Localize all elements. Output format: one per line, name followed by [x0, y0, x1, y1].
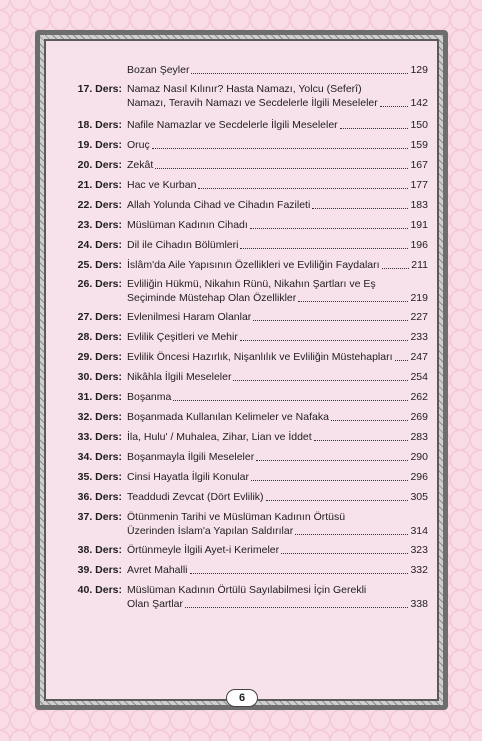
lesson-number: 25. Ders: — [77, 259, 122, 271]
lesson-title: Avret Mahalli — [127, 564, 188, 576]
toc-entry — [58, 450, 428, 464]
toc-entry — [58, 178, 428, 192]
dot-leader — [198, 187, 408, 189]
lesson-number: 28. Ders: — [77, 331, 122, 343]
lesson-title: Zekât — [127, 159, 154, 171]
toc-entry — [58, 370, 428, 384]
lesson-title: Cinsi Hayatla İlgili Konular — [127, 471, 249, 483]
page-number: 6 — [226, 689, 258, 707]
lesson-title: Olan Şartlar — [127, 598, 184, 610]
page-ref: 227 — [410, 311, 428, 323]
dot-leader — [240, 339, 409, 341]
dot-leader — [191, 72, 408, 74]
toc-entry — [58, 510, 428, 538]
lesson-number: 20. Ders: — [77, 159, 122, 171]
lesson-title: Müslüman Kadının Örtülü Sayılabilmesi İçin Gerekli — [127, 584, 367, 596]
toc-entry — [58, 390, 428, 404]
lesson-title: Evliliğin Hükmü, Nikahın Rünü, Nikahın Şartları ve Eş — [127, 278, 376, 290]
lesson-number: 26. Ders: — [77, 278, 122, 290]
toc-entry — [58, 158, 428, 172]
page-ref: 283 — [410, 431, 428, 443]
lesson-number: 27. Ders: — [77, 311, 122, 323]
lesson-number: 19. Ders: — [77, 139, 122, 151]
lesson-title: Örtünmeyle İlgili Ayet-i Kerimeler — [127, 544, 280, 556]
lesson-title: Boşanma — [127, 391, 172, 403]
dot-leader — [266, 499, 409, 501]
toc-entry — [58, 277, 428, 305]
dot-leader — [281, 552, 408, 554]
page-ref: 290 — [410, 451, 428, 463]
toc-entry — [58, 138, 428, 152]
page-ref: 177 — [410, 179, 428, 191]
lesson-title: İla, Hulu' / Muhalea, Zihar, Lian ve İddet — [127, 431, 312, 443]
dot-leader — [240, 247, 408, 249]
page-ref: 191 — [410, 219, 428, 231]
toc-entry — [58, 490, 428, 504]
dot-leader — [253, 319, 408, 321]
toc-entry — [58, 470, 428, 484]
lesson-title: Evlilik Çeşitleri ve Mehir — [127, 331, 238, 343]
lesson-title: Boşanmayla İlgili Meseleler — [127, 451, 255, 463]
toc-entry — [58, 118, 428, 132]
lesson-title: Nafile Namazlar ve Secdelerle İlgili Meseleler — [127, 119, 338, 131]
dot-leader — [331, 419, 409, 421]
page-ref: 211 — [411, 259, 428, 271]
lesson-title: Ötünmenin Tarihi ve Müslüman Kadının Örtüsü — [127, 511, 346, 523]
dot-leader — [382, 267, 410, 269]
lesson-title: Teaddudi Zevcat (Dört Evlilik) — [127, 491, 264, 503]
lesson-number: 39. Ders: — [77, 564, 122, 576]
dot-leader — [190, 572, 409, 574]
dot-leader — [173, 399, 408, 401]
lesson-number: 36. Ders: — [77, 491, 122, 503]
lesson-title: Bozan Şeyler — [127, 64, 190, 76]
page-ref: 167 — [410, 159, 428, 171]
page-ref: 305 — [410, 491, 428, 503]
dot-leader — [298, 300, 408, 302]
page-ref: 142 — [410, 97, 428, 109]
page-ref: 196 — [410, 239, 428, 251]
page-ref: 262 — [410, 391, 428, 403]
lesson-number: 29. Ders: — [77, 351, 122, 363]
lesson-number: 23. Ders: — [77, 219, 122, 231]
lesson-title: Oruç — [127, 139, 150, 151]
lesson-number: 37. Ders: — [77, 511, 122, 523]
lesson-title: Namazı, Teravih Namazı ve Secdelerle İlgili Meseleler — [127, 97, 378, 109]
dot-leader — [233, 379, 408, 381]
page-ref: 332 — [410, 564, 428, 576]
toc-entry — [58, 410, 428, 424]
lesson-number: 31. Ders: — [77, 391, 122, 403]
page-ref: 314 — [410, 525, 428, 537]
dot-leader — [152, 147, 409, 149]
toc-entry — [58, 430, 428, 444]
toc-entry — [58, 218, 428, 232]
lesson-number — [58, 63, 127, 77]
lesson-number: 33. Ders: — [77, 431, 122, 443]
lesson-number: 40. Ders: — [77, 584, 122, 596]
lesson-number: 18. Ders: — [77, 119, 122, 131]
toc-entry — [58, 238, 428, 252]
toc-entry — [58, 198, 428, 212]
page-ref: 296 — [410, 471, 428, 483]
lesson-number: 22. Ders: — [77, 199, 122, 211]
lesson-title: Hac ve Kurban — [127, 179, 197, 191]
page-ref: 183 — [410, 199, 428, 211]
dot-leader — [185, 606, 408, 608]
page-ref: 150 — [410, 119, 428, 131]
lesson-number: 34. Ders: — [77, 451, 122, 463]
lesson-title: Müslüman Kadının Cihadı — [127, 219, 248, 231]
page-ref: 159 — [410, 139, 428, 151]
lesson-title: Nikâhla İlgili Meseleler — [127, 371, 232, 383]
toc-entry — [58, 310, 428, 324]
dot-leader — [251, 479, 408, 481]
lesson-title: Dil ile Cihadın Bölümleri — [127, 239, 239, 251]
lesson-number: 17. Ders: — [77, 83, 122, 95]
dot-leader — [314, 439, 409, 441]
lesson-title: İslâm'da Aile Yapısının Özellikleri ve Evliliğin Faydaları — [127, 259, 380, 271]
dot-leader — [250, 227, 409, 229]
page-ref: 254 — [410, 371, 428, 383]
page-ref: 269 — [410, 411, 428, 423]
toc-entry — [58, 63, 428, 77]
page-ref: 233 — [410, 331, 428, 343]
lesson-title: Seçiminde Müstehap Olan Özellikler — [127, 292, 297, 304]
dot-leader — [395, 359, 409, 361]
page-ref: 219 — [410, 292, 428, 304]
lesson-number: 30. Ders: — [77, 371, 122, 383]
dot-leader — [340, 127, 409, 129]
page-ref: 323 — [410, 544, 428, 556]
toc-entry — [58, 563, 428, 577]
page-ref: 247 — [410, 351, 428, 363]
toc-entry — [58, 258, 428, 272]
page-content — [44, 39, 439, 701]
lesson-title: Namaz Nasıl Kılınır? Hasta Namazı, Yolcu (Seferî) — [127, 83, 362, 95]
toc-entry — [58, 583, 428, 611]
dot-leader — [380, 105, 409, 107]
toc-entry — [58, 82, 428, 110]
dot-leader — [312, 207, 408, 209]
lesson-title: Evlenilmesi Haram Olanlar — [127, 311, 252, 323]
lesson-title: Üzerinden İslam'a Yapılan Saldırılar — [127, 525, 294, 537]
lesson-number: 35. Ders: — [77, 471, 122, 483]
toc-entry — [58, 330, 428, 344]
lesson-number: 38. Ders: — [77, 544, 122, 556]
lesson-number: 24. Ders: — [77, 239, 122, 251]
page-frame — [35, 30, 448, 710]
page-ref: 129 — [410, 64, 428, 76]
lesson-title: Allah Yolunda Cihad ve Cihadın Fazileti — [127, 199, 311, 211]
toc-entry — [58, 543, 428, 557]
lesson-number: 32. Ders: — [77, 411, 122, 423]
dot-leader — [295, 533, 408, 535]
lesson-title: Evlilik Öncesi Hazırlık, Nişanlılık ve Evliliğin Müstehapları — [127, 351, 393, 363]
lesson-title: Boşanmada Kullanılan Kelimeler ve Nafaka — [127, 411, 329, 423]
lesson-number: 21. Ders: — [77, 179, 122, 191]
page-ref: 338 — [410, 598, 428, 610]
dot-leader — [155, 167, 408, 169]
table-of-contents — [58, 63, 428, 611]
dot-leader — [256, 459, 408, 461]
toc-entry — [58, 350, 428, 364]
